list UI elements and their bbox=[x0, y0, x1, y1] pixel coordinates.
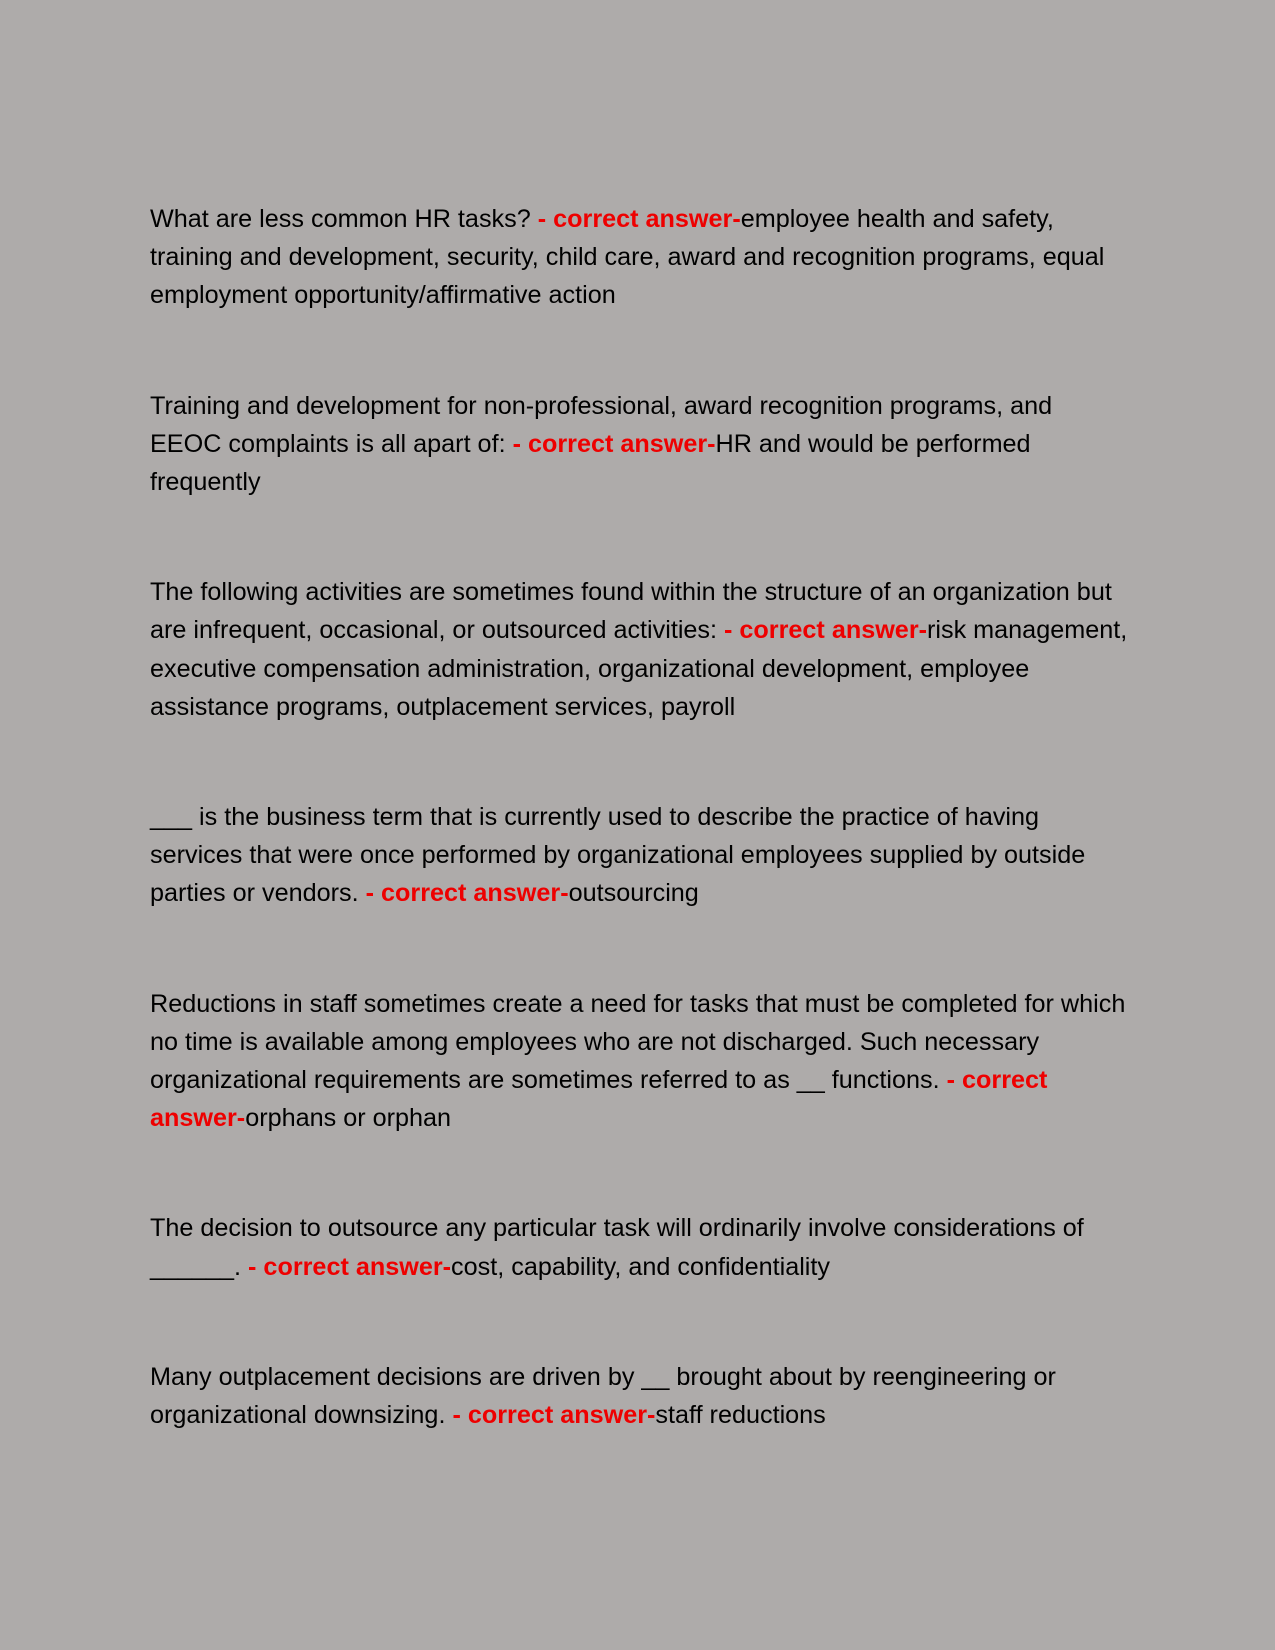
answer-text: employee health and safety, training and development, security, child care, award and recognition programs, equal employment opportunity/affirmative action bbox=[150, 205, 1105, 310]
question-text: Reductions in staff sometimes create a need for tasks that must be completed for which no time is available among employees who are not discharged. Such necessary organizational requirements are sometimes referred to as __ functions. bbox=[150, 989, 1126, 1095]
qa-item bbox=[150, 798, 1130, 913]
qa-item bbox=[150, 1209, 1130, 1285]
question-text: Training and development for non-professional, award recognition programs, and EEOC complaints is all apart of: bbox=[150, 391, 1053, 458]
question-text: ___ is the business term that is currently used to describe the practice of having services that were once performed by organizational employees supplied by outside parties or vendors. bbox=[150, 803, 1086, 908]
qa-item bbox=[150, 573, 1130, 726]
question-text: What are less common HR tasks? bbox=[150, 205, 538, 233]
correct-answer-marker: - correct answer- bbox=[248, 1252, 452, 1281]
answer-text: staff reductions bbox=[655, 1401, 826, 1430]
correct-answer-marker: - correct answer- bbox=[150, 1066, 1048, 1133]
correct-answer-marker: - correct answer- bbox=[365, 879, 569, 908]
correct-answer-marker: - correct answer- bbox=[724, 616, 928, 645]
qa-item bbox=[150, 985, 1130, 1138]
question-text: The decision to outsource any particular task will ordinarily involve considerations of ______. bbox=[150, 1214, 1084, 1281]
answer-text: outsourcing bbox=[568, 879, 699, 908]
correct-answer-marker: - correct answer- bbox=[512, 429, 716, 458]
answer-text: cost, capability, and confidentiality bbox=[451, 1252, 830, 1281]
correct-answer-marker: - correct answer- bbox=[537, 205, 741, 233]
correct-answer-marker: - correct answer- bbox=[452, 1401, 656, 1430]
qa-list bbox=[150, 200, 1130, 1434]
qa-item bbox=[150, 200, 1130, 315]
answer-text: orphans or orphan bbox=[245, 1104, 452, 1133]
qa-item bbox=[150, 1358, 1130, 1434]
answer-text: risk management, executive compensation administration, organizational development, employee assistance programs, outplacement services, payroll bbox=[150, 616, 1128, 721]
qa-item bbox=[150, 387, 1130, 502]
question-text: Many outplacement decisions are driven by __ brought about by reengineering or organizational downsizing. bbox=[150, 1362, 1056, 1430]
answer-text: HR and would be performed frequently bbox=[150, 429, 1031, 497]
question-text: The following activities are sometimes found within the structure of an organization but are infrequent, occasional, or outsourced activities: bbox=[150, 578, 1112, 645]
